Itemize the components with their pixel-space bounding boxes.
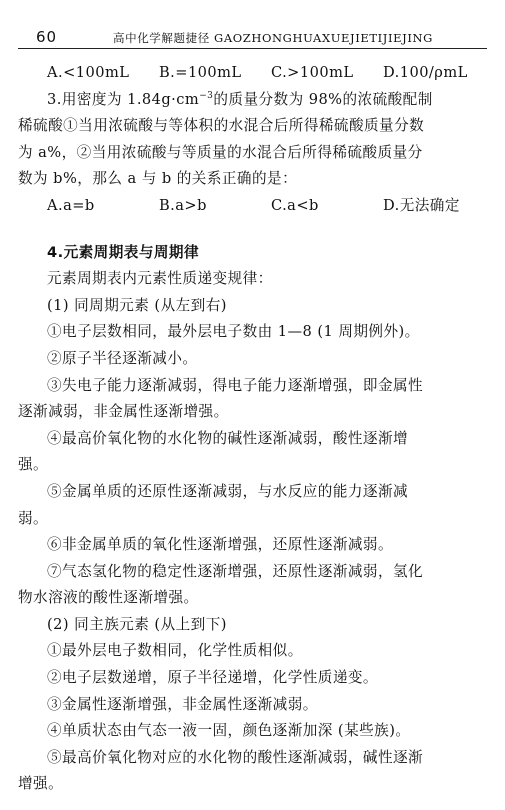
period-rule-4-line-1: ④最高价氧化物的水化物的碱性逐渐减弱，酸性逐渐增 (47, 429, 409, 447)
question-2-options (18, 60, 487, 87)
page-header (18, 26, 487, 49)
question-3-stem-line-3: 为 a%，②当用浓硫酸与等质量的水混合后所得稀硫酸质量分 (18, 143, 423, 161)
q3-text-pre: 3.用密度为 1.84g·cm (47, 90, 200, 108)
section-intro: 元素周期表内元素性质递变规律： (47, 270, 273, 288)
option-a: A.a=b (47, 196, 95, 214)
running-title: 高中化学解题捷径 GAOZHONGHUAXUEJIETIJIEJING (113, 31, 433, 45)
period-rule-7-line-1: ⑦气态氢化物的稳定性逐渐增强，还原性逐渐减弱，氢化 (47, 562, 424, 580)
period-heading: (1) 同周期元素 (从左到右) (47, 296, 227, 314)
period-rule-5-line-2: 弱。 (18, 509, 49, 527)
period-rule-4-line-2: 强。 (18, 456, 49, 474)
period-rule-5-line-1: ⑤金属单质的还原性逐渐减弱，与水反应的能力逐渐减 (47, 482, 409, 500)
page-number: 60 (36, 28, 58, 46)
question-3-stem-line-2: 稀硫酸①当用浓硫酸与等体积的水混合后所得稀硫酸质量分数 (18, 117, 425, 135)
question-3-stem-line-1 (18, 87, 487, 114)
period-rule-3-line-2: 逐渐减弱，非金属性逐渐增强。 (18, 403, 229, 421)
option-b: B.a>b (159, 196, 207, 214)
period-rule-2: ②原子半径逐渐减小。 (47, 349, 198, 367)
period-rule-7-line-2: 物水溶液的酸性逐渐增强。 (18, 589, 199, 607)
group-rule-3: ③金属性逐渐增强，非金属性逐渐减弱。 (47, 695, 318, 713)
q3-text-post: 的质量分数为 98%的浓硫酸配制 (213, 90, 433, 108)
group-rule-4: ④单质状态由气态一液一固，颜色逐渐加深 (某些族)。 (47, 722, 411, 740)
section-title: 4.元素周期表与周期律 (47, 243, 199, 261)
page-content (18, 60, 487, 798)
q3-exponent: −3 (199, 90, 214, 101)
period-rule-6: ⑥非金属单质的氧化性逐渐增强，还原性逐渐减弱。 (47, 536, 394, 554)
option-d: D.无法确定 (383, 196, 460, 214)
question-3-stem-line-4: 数为 b%，那么 a 与 b 的关系正确的是： (18, 170, 298, 188)
period-rule-3-line-1: ③失电子能力逐渐减弱，得电子能力逐渐增强，即金属性 (47, 376, 424, 394)
option-c: C.>100mL (271, 64, 354, 81)
option-d: D.100/ρmL (383, 64, 468, 81)
option-b: B.=100mL (159, 64, 242, 81)
group-rule-1: ①最外层电子数相同，化学性质相似。 (47, 642, 303, 660)
group-rule-5-line-2: 增强。 (18, 775, 64, 793)
section-spacer (18, 220, 487, 240)
group-rule-5-line-1: ⑤最高价氧化物对应的水化物的酸性逐渐减弱，碱性逐渐 (47, 748, 424, 766)
option-c: C.a<b (271, 196, 319, 214)
group-rule-2: ②电子层数递增，原子半径递增，化学性质递变。 (47, 669, 378, 687)
group-heading: (2) 同主族元素 (从上到下) (47, 615, 227, 633)
question-3-options (18, 193, 487, 220)
option-a: A.<100mL (47, 64, 130, 81)
period-rule-1: ①电子层数相同，最外层电子数由 1—8 (1 周期例外)。 (47, 323, 420, 341)
